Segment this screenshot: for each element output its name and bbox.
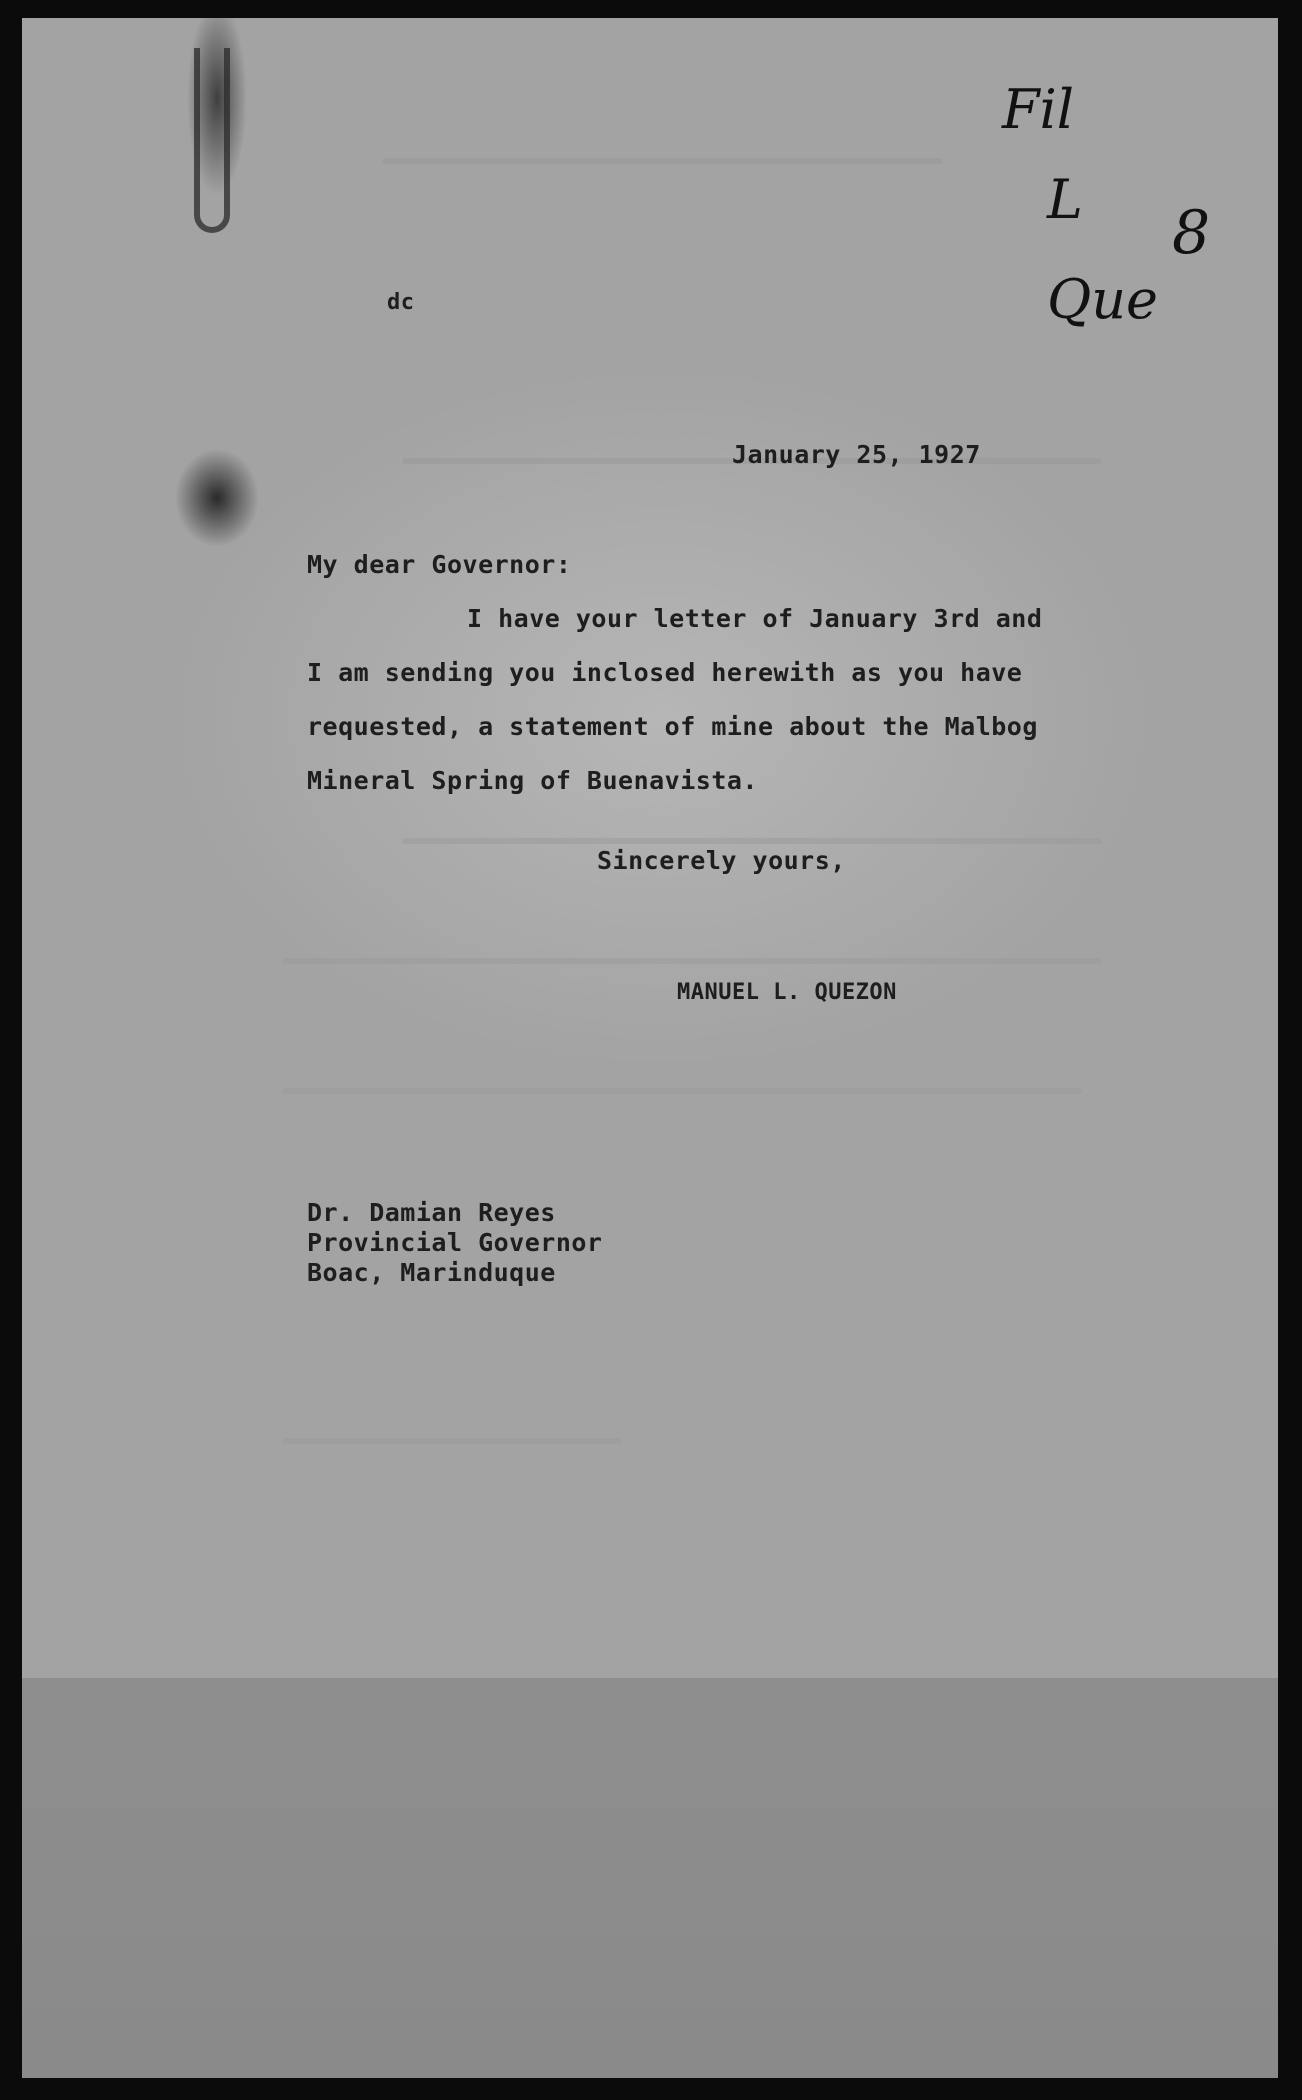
handwritten-note: L	[1047, 168, 1083, 231]
body-line: Mineral Spring of Buenavista.	[307, 766, 758, 795]
handwritten-note: Que	[1047, 268, 1159, 331]
bleed-through-mark	[282, 1088, 1082, 1094]
bleed-through-mark	[282, 958, 1102, 964]
body-line: requested, a statement of mine about the Malbog	[307, 712, 1038, 741]
signature: MANUEL L. QUEZON	[677, 980, 897, 1005]
reference-initials: dc	[387, 290, 415, 315]
recipient-name: Dr. Damian Reyes	[307, 1198, 556, 1227]
letter-date: January 25, 1927	[732, 440, 981, 469]
letter-page	[22, 18, 1278, 2078]
body-line: I have your letter of January 3rd and	[467, 604, 1043, 633]
recipient-title: Provincial Governor	[307, 1228, 603, 1257]
salutation: My dear Governor:	[307, 550, 572, 579]
recipient-location: Boac, Marinduque	[307, 1258, 556, 1287]
bleed-through-mark	[382, 158, 942, 164]
body-line: I am sending you inclosed herewith as you have	[307, 658, 1023, 687]
bleed-through-mark	[402, 838, 1102, 844]
handwritten-note: Fil	[1002, 78, 1075, 141]
margin-line	[102, 1708, 103, 1828]
handwritten-note: 8	[1172, 198, 1211, 268]
bleed-through-mark	[282, 1438, 622, 1444]
closing: Sincerely yours,	[597, 846, 846, 875]
paper-clip-mark	[194, 48, 230, 233]
